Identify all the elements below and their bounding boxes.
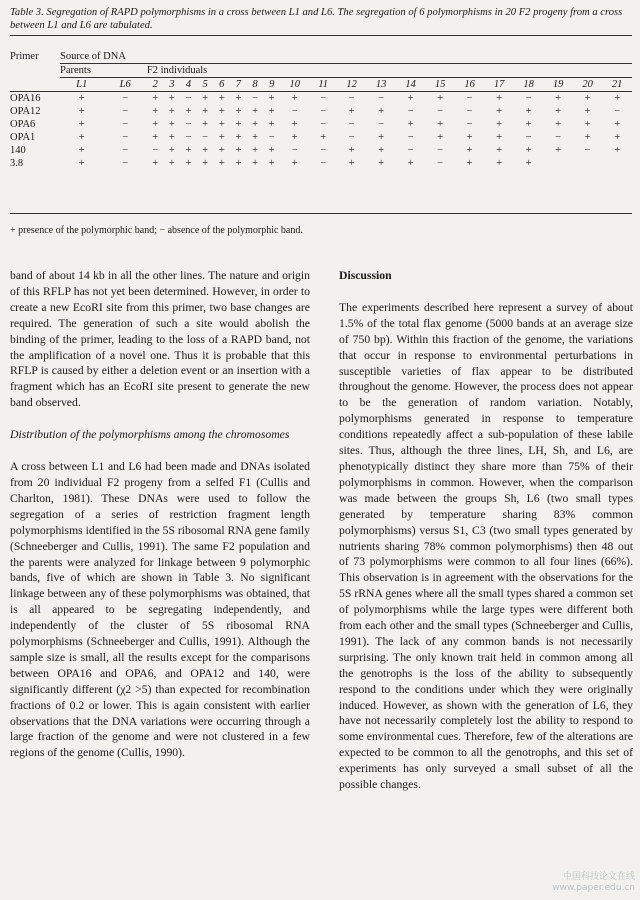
table-cell: + [407, 119, 414, 130]
column-header: 21 [611, 79, 623, 90]
table-cell: + [614, 119, 621, 130]
table-cell: − [320, 106, 327, 117]
table-cell: + [152, 106, 159, 117]
table-cell: − [437, 145, 444, 156]
table-cell: + [437, 93, 444, 104]
discussion-heading: Discussion [339, 269, 392, 282]
table-cell [602, 157, 632, 170]
table-cell: + [78, 132, 85, 143]
table-cell: + [496, 145, 503, 156]
primer-name: 3.8 [10, 158, 24, 169]
table-cell: + [320, 132, 327, 143]
table-cell: − [320, 145, 327, 156]
table-cell: + [252, 119, 259, 130]
table-cell: + [168, 132, 175, 143]
table-row [10, 92, 632, 106]
table-caption-text: Segregation of RAPD polymorphisms in a cross between L1 and L6. The segregation of 6 polymorphisms in 20 F2 progeny from a cross between L1 and L6 are tabulated. [10, 7, 623, 31]
table-cell: − [407, 145, 414, 156]
column-header: 8 [252, 79, 258, 90]
table-cell: − [122, 158, 129, 169]
primer-name: OPA16 [10, 93, 41, 104]
table-row [10, 157, 632, 170]
table-cell: + [496, 93, 503, 104]
table-cell: − [584, 145, 591, 156]
primer-name: OPA1 [10, 132, 36, 143]
primer-name: OPA6 [10, 119, 36, 130]
table-cell: + [268, 106, 275, 117]
table-cell: + [152, 119, 159, 130]
table-cell: + [252, 145, 259, 156]
table-cell: + [525, 106, 532, 117]
column-header: 19 [552, 79, 564, 90]
table-cell: − [437, 106, 444, 117]
table-cell: − [378, 93, 385, 104]
table-cell: + [496, 158, 503, 169]
segregation-table [10, 50, 632, 170]
table-footnote: + presence of the polymorphic band; − absence of the polymorphic band. [10, 225, 303, 236]
table-cell: + [168, 158, 175, 169]
table-row [10, 131, 632, 144]
table-cell: + [235, 158, 242, 169]
column-header-row [10, 78, 632, 92]
table-cell: − [185, 132, 192, 143]
column-header: 17 [493, 79, 505, 90]
table-cell [573, 157, 603, 170]
table-cell: + [152, 93, 159, 104]
table-cell: + [614, 132, 621, 143]
table-cell: − [525, 132, 532, 143]
table-cell: − [348, 93, 355, 104]
column-header: 16 [464, 79, 475, 90]
table-cell: − [202, 132, 209, 143]
column-header: 2 [152, 79, 158, 90]
table-cell: − [320, 158, 327, 169]
table-cell: + [252, 132, 259, 143]
table-cell: + [291, 93, 298, 104]
table-cell: + [185, 158, 192, 169]
column-header: 3 [169, 79, 175, 90]
table-cell: + [168, 93, 175, 104]
table-cell: + [614, 145, 621, 156]
table-cell: + [78, 158, 85, 169]
table-cell: + [218, 106, 225, 117]
table-cell: − [122, 106, 129, 117]
left-column [10, 268, 310, 761]
column-header: 5 [202, 79, 208, 90]
table-cell: + [185, 106, 192, 117]
table-cell: + [378, 106, 385, 117]
table-cell: + [78, 145, 85, 156]
table-cell: + [78, 119, 85, 130]
table-cell: + [218, 158, 225, 169]
table-cell: + [268, 93, 275, 104]
table-cell: + [291, 132, 298, 143]
table-cell: − [348, 132, 355, 143]
table-cell: + [496, 132, 503, 143]
column-header: 18 [523, 79, 534, 90]
table-cell: + [152, 132, 159, 143]
table-cell: + [496, 106, 503, 117]
table-cell: − [152, 145, 159, 156]
table-cell: − [122, 132, 129, 143]
table-cell: − [437, 158, 444, 169]
table-cell: − [320, 93, 327, 104]
table-cell: + [466, 132, 473, 143]
table-cell: + [202, 93, 209, 104]
table-cell: + [235, 93, 242, 104]
table-cell: + [218, 119, 225, 130]
table-cell: + [291, 119, 298, 130]
primer-name: 140 [10, 145, 26, 156]
table-cell: + [555, 119, 562, 130]
table-cell: − [122, 145, 129, 156]
column-header: 6 [219, 79, 225, 90]
table-cell: + [348, 106, 355, 117]
table-cell: + [466, 158, 473, 169]
table-row [10, 118, 632, 131]
column-header: L1 [76, 79, 88, 90]
table-cell: + [437, 119, 444, 130]
table-cell: + [525, 158, 532, 169]
table-cell: − [555, 132, 562, 143]
table-cell: − [268, 132, 275, 143]
table-row [10, 105, 632, 118]
column-header: 10 [289, 79, 301, 90]
table-cell: + [496, 119, 503, 130]
table-cell: + [218, 145, 225, 156]
watermark: 中国科技论文在线 www.paper.edu.cn [552, 872, 635, 893]
table-cell: − [466, 119, 473, 130]
column-header: 15 [434, 79, 446, 90]
table-row [10, 144, 632, 157]
table-cell: + [348, 158, 355, 169]
table-cell: + [348, 145, 355, 156]
table-cell: − [291, 106, 298, 117]
table-cell: − [122, 119, 129, 130]
table-cell: + [268, 145, 275, 156]
table-cell: + [437, 132, 444, 143]
table-cell: + [202, 158, 209, 169]
table-cell: + [252, 158, 259, 169]
table-cell: + [218, 132, 225, 143]
column-header: 13 [375, 79, 387, 90]
table-cell: + [378, 158, 385, 169]
table-cell: − [407, 132, 414, 143]
table-cell: + [378, 132, 385, 143]
table-cell: − [378, 119, 385, 130]
column-header: 4 [185, 79, 192, 90]
table-cell: + [78, 93, 85, 104]
table-cell: + [168, 119, 175, 130]
table-cell: + [202, 106, 209, 117]
table-caption [10, 6, 632, 32]
table-cell: + [252, 106, 259, 117]
primer-name: OPA12 [10, 106, 41, 117]
table-cell: + [235, 145, 242, 156]
table-cell: + [168, 145, 175, 156]
table-cell: + [407, 158, 414, 169]
table-cell: + [466, 145, 473, 156]
table-cell: + [218, 93, 225, 104]
table-cell: + [168, 106, 175, 117]
table-cell: − [122, 93, 129, 104]
table-cell: + [78, 106, 85, 117]
table-cell: + [525, 119, 532, 130]
table-body [10, 92, 632, 171]
table-cell: − [320, 119, 327, 130]
column-header: 7 [235, 79, 242, 90]
table-cell: + [555, 106, 562, 117]
primer-header: Primer [10, 51, 39, 62]
source-header: Source of DNA [60, 50, 632, 64]
column-header: 11 [318, 79, 329, 90]
f2-header: F2 individuals [147, 64, 632, 78]
table-cell [543, 157, 573, 170]
table-cell: + [584, 93, 591, 104]
column-header: 14 [405, 79, 416, 90]
table-cell: + [555, 145, 562, 156]
table-cell: + [235, 132, 242, 143]
table-cell: − [291, 145, 298, 156]
column-header: 9 [269, 79, 275, 90]
table-cell: + [268, 158, 275, 169]
table-cell: − [348, 119, 355, 130]
table-cell: − [614, 106, 621, 117]
table-cell: + [584, 132, 591, 143]
section-heading: Distribution of the polymorphisms among the chromosomes [10, 428, 290, 442]
table-cell: + [152, 158, 159, 169]
table-label: Table 3. [10, 7, 44, 18]
table-cell: + [235, 119, 242, 130]
table-cell: + [268, 119, 275, 130]
discussion-paragraph: The experiments described here represent a survey of about 1.5% of the total flax genome (5000 bands at an average size of 750 bp). Within this fraction of the genome, the variations that occur in response to environmental perturbations in susceptible varieties of flax appear to be distributed throughout the genome. However, the process does not appear to be the generation of random variation. Notably, polymorphisms generated in response to temperature conditions repeatedly affect a sub-population of these labile sites. Thus, although the three lines, LH, Sh, and L6, are phenotypically distinct they share more than 75% of their polymorphisms in common. However, when the comparison was made between the groups Sh, L6 (two small types generated by temperature sharing 83% common polymorphisms) versus S1, C3 (two small types generated by nutrients sharing 78% common polymorphisms) then 48 out of 73 polymorphisms were common to all four lines (66%). This observation is in agreement with the observations for the 5S rRNA genes where all the small types shared a common set of polymorphisms while the large types were different both from each other and the small types (Schneeberger and Cullis, 1991). The lack of any common bands is not necessarily surprising. The only known trait held in common among all the genotrophs is the loss of the ability to subsequently respond to the conditions under which they were originally induced. However, as shown with the generation of L6, they have not necessarily completely lost the ability to respond to some environmental cues. Therefore, few of the alterations are expected to be common to all the genotrophs, and this set of experiments has only surveyed a small subset of all the possible changes. [339, 300, 633, 792]
table-cell: − [185, 119, 192, 130]
table-cell: + [407, 93, 414, 104]
table-cell: − [466, 106, 473, 117]
table-cell: − [252, 93, 259, 104]
table-cell: + [614, 93, 621, 104]
table-cell: + [202, 119, 209, 130]
table-cell: − [407, 106, 414, 117]
table-cell: + [291, 158, 298, 169]
table-cell: + [525, 145, 532, 156]
left-paragraph-2: A cross between L1 and L6 had been made and DNAs isolated from 20 individual F2 progeny from a selfed F1 (Cullis and Charlton, 1981). These DNAs were used to follow the segregation of a series of restriction fragment length polymorphisms identified in the 5S ribosomal RNA gene family (Schneeberger and Cullis, 1991). The same F2 population and the parents were analyzed for linkage between 9 polymorphic bands, five of which are shown in Table 3. No significant linkage between any of these polymorphisms was obtained, that is all appeared to be segregating independently, and independently of the cluster of 5S ribosomal RNA polymorphisms (Schneeberger and Cullis, 1991). Although the sample size is small, all the results except for the comparisons between OPA16 and OPA6, and OPA12 and 140, were significantly different (χ2 >5) than expected for recombination fractions of 0.2 or lower. This is again consistent with earlier observations that the DNA variations were occurring through a large fraction of the genome and were not clustered in a few regions of the genome (Cullis, 1990). [10, 460, 310, 760]
table-cell: − [466, 93, 473, 104]
left-paragraph-1: band of about 14 kb in all the other lines. The nature and origin of this RFLP has not yet been determined. However, in order to create a new EcoRI site from this primer, two base changes are required. The generation of such a site would abolish the binding of the primer, leading to the loss of a RAPD band, not the amplification of a novel one. Thus it is probable that this RFLP is caused by either a deletion event or an insertion with a fragment which has an EcoRI site present to generate the new band observed. [10, 269, 310, 410]
table-cell: − [185, 93, 192, 104]
table-cell: + [378, 145, 385, 156]
table-cell: − [525, 93, 532, 104]
table-cell: + [185, 145, 192, 156]
table-cell: + [235, 106, 242, 117]
table-bottom-rule [10, 213, 632, 214]
table-cell: + [555, 93, 562, 104]
table-cell: + [202, 145, 209, 156]
column-header: 12 [346, 79, 357, 90]
table-top-rule [10, 35, 632, 36]
column-header: 20 [582, 79, 593, 90]
parents-header: Parents [60, 64, 147, 78]
right-column [339, 268, 633, 793]
table-cell: + [584, 119, 591, 130]
column-header: L6 [119, 79, 131, 90]
table-cell: + [584, 106, 591, 117]
